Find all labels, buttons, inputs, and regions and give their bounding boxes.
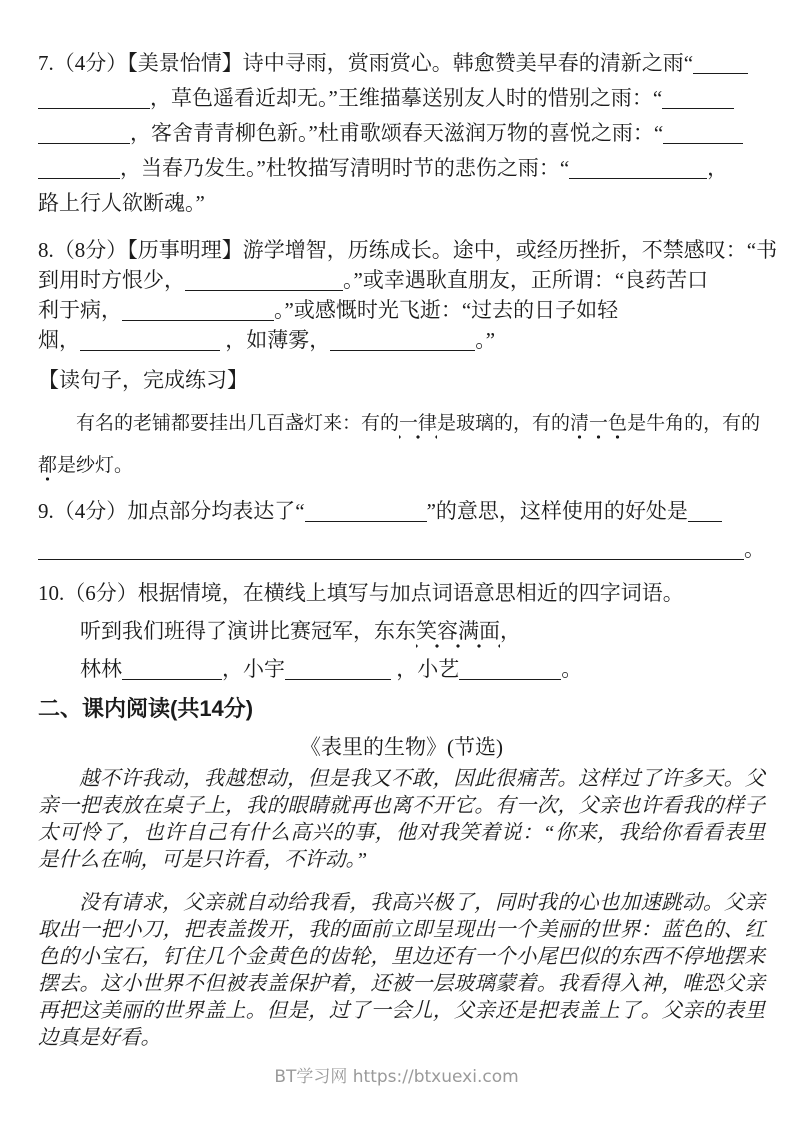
- text-line: 9.（4分）加点部分均表达了“ ”的意思，这样使用的好处是: [38, 492, 765, 530]
- text-line: 烟， ，如薄雾， 。”: [38, 328, 496, 352]
- text-line: 10.（6分）根据情境，在横线上填写与加点词语意思相近的四字词语。: [38, 581, 684, 605]
- text-line: 利于病， 。”或感慨时光飞逝：“过去的日子如轻: [38, 298, 619, 322]
- answer-blank: [80, 336, 220, 351]
- answer-blank: [663, 129, 743, 144]
- text-line: [38, 692, 765, 726]
- answer-blank: [38, 545, 744, 560]
- passage-paragraph-2: 没有请求，父亲就自动给我看，我高兴极了，同时我的心也加速跳动。父亲取出一把小刀，把表盖拨开，我的面前立即呈现出一个美丽的世界：蓝色的、红色的小宝石，钉住几个金黄色的齿轮，里边还有一个小尾巴似的东西不停地摆来摆去。这小世界不但被表盖保护着，还被一层玻璃蒙着。我看得入神，唯恐父亲再把这美丽的世界盖上。但是，过了一会儿，父亲还是把表盖上了。父亲的表里边真是好看。: [38, 892, 765, 1049]
- section-2-heading: [38, 692, 765, 726]
- text-line: [38, 365, 765, 396]
- text-line: ，当春乃发生。”杜牧描写清明时节的悲伤之雨：“ ，: [38, 151, 765, 186]
- text-line: 。: [38, 530, 765, 568]
- passage-title: 《表里的生物》(节选): [300, 735, 503, 759]
- read-sentence-header: [38, 365, 765, 395]
- text-line: 路上行人欲断魂。”: [38, 191, 205, 215]
- text-line: 8.（8分）【历事明理】游学增智，历练成长。途中，或经历挫折，不禁感叹：“书: [38, 238, 778, 262]
- heading-text: 二、课内阅读(共14分): [38, 696, 254, 721]
- question-8: [38, 235, 778, 355]
- answer-blank: [185, 276, 343, 291]
- watermark-link: BT学习网 https://btxuexi.com: [274, 1067, 519, 1087]
- practice-sentence: [38, 403, 765, 487]
- text-line: 7.（4分）【美景怡情】诗中寻雨，赏雨赏心。韩愈赞美早春的清新之雨“: [38, 46, 765, 81]
- text-line: 听到我们班得了演讲比赛冠军，东东笑容满面，: [38, 612, 765, 650]
- emphasized-text: 都: [38, 455, 57, 482]
- text-line: ，客舍青青柳色新。”杜甫歌颂春天滋润万物的喜悦之雨：“: [38, 116, 765, 151]
- question-10: [38, 574, 765, 688]
- answer-blank: [693, 59, 748, 74]
- text-line: 到用时方恨少， 。”或幸遇耿直朋友，正所谓：“良药苦口: [38, 268, 709, 292]
- answer-blank: [459, 665, 561, 680]
- answer-blank: [688, 507, 722, 522]
- answer-blank: [305, 507, 427, 522]
- text-line: ，草色遥看近却无。”王维描摹送别友人时的惜别之雨：“: [38, 81, 765, 116]
- text-line: 都是纱灯。: [38, 445, 765, 487]
- answer-blank: [122, 665, 222, 680]
- answer-blank: [662, 94, 734, 109]
- heading-text: 【读句子，完成练习】: [38, 369, 248, 392]
- question-7: [38, 46, 765, 221]
- answer-blank: [38, 164, 120, 179]
- answer-blank: [38, 94, 150, 109]
- answer-blank: [122, 306, 274, 321]
- answer-blank: [569, 164, 707, 179]
- text-line: 林林 ，小宇 ，小艺 。: [38, 657, 583, 681]
- heading-text: 【历事明理】: [127, 239, 243, 262]
- emphasized-text: 一律: [399, 413, 437, 440]
- emphasized-text: 清一色: [570, 413, 627, 440]
- question-9: [38, 492, 765, 568]
- text-line: 有名的老铺都要挂出几百盏灯来：有的一律是玻璃的，有的清一色是牛角的，有的: [38, 403, 765, 445]
- emphasized-text: 笑容满面: [416, 619, 500, 649]
- answer-blank: [285, 665, 391, 680]
- answer-blank: [38, 129, 130, 144]
- passage-paragraph-1: 越不许我动，我越想动，但是我又不敢，因此很痛苦。这样过了许多天。父亲一把表放在桌子上，我的眼睛就再也离不开它。有一次，父亲也许看我的样子太可怜了，也许自己有什么高兴的事，他对我笑着说：“你来，我给你看看表里是什么在响，可是只许看，不许动。”: [38, 768, 765, 871]
- answer-blank: [330, 336, 475, 351]
